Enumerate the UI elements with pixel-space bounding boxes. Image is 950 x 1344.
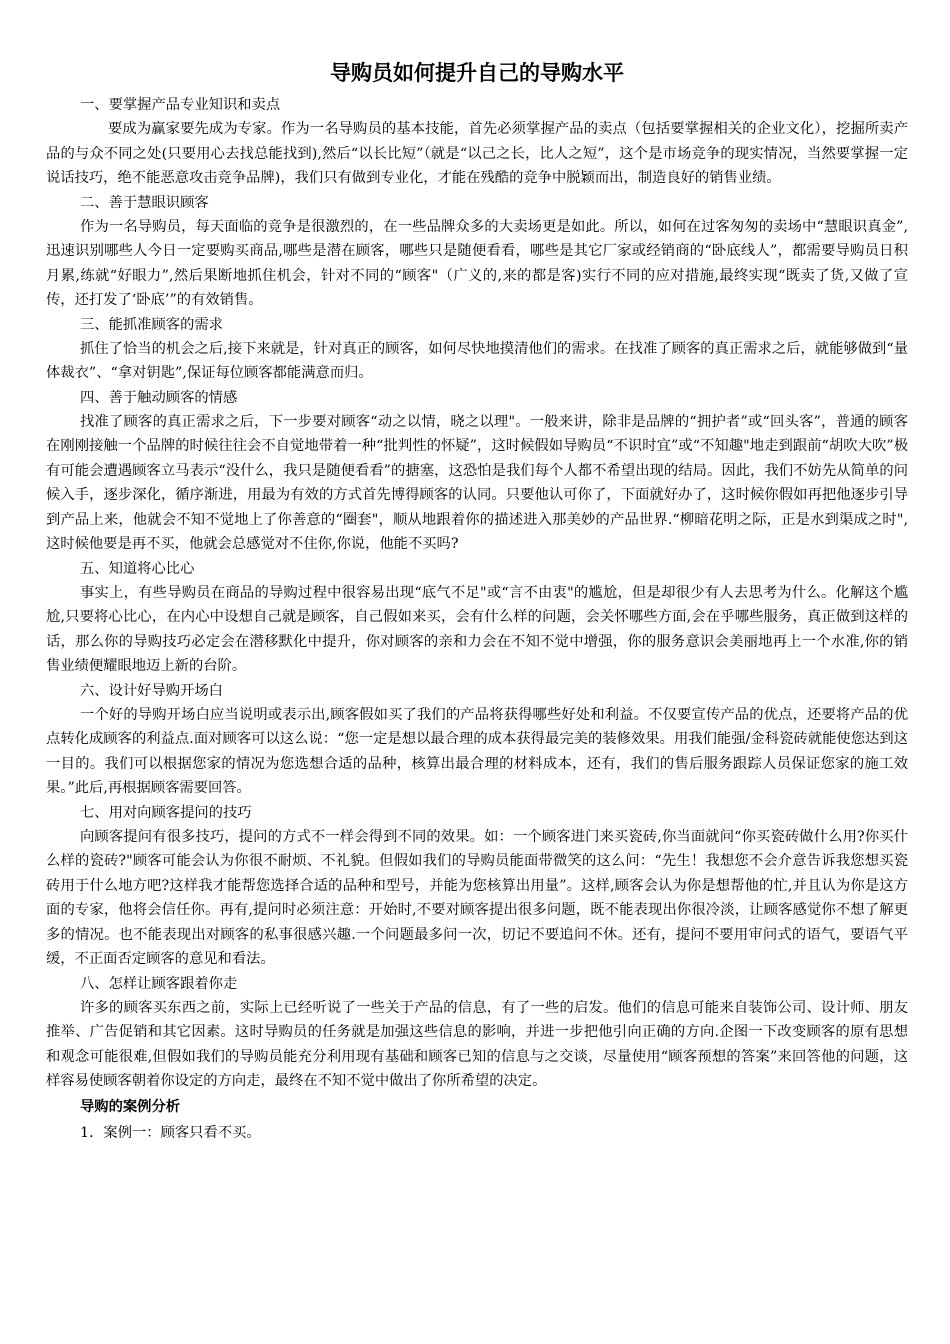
- section-heading: 八、怎样让顾客跟着你走: [80, 975, 238, 992]
- section-paragraph: 一个好的导购开场白应当说明或表示出,顾客假如买了我们的产品将获得哪些好处和利益。不仅要宣传产品的优点，还要将产品的优点转化成顾客的利益点.面对顾客可以这么说：“您一定是想以最合理的成本获得最完美的装修效果。用我们能强/金科瓷砖就能使您达到这一目的。我们可以根据您家的情况为您选想合适的品种，核算出最合理的材料成本，还有，我们的售后服务跟踪人员保证您家的施工效果。”此后,再根据顾客需要回答。: [46, 706, 908, 796]
- case-analysis-heading: 导购的案例分析: [80, 1098, 181, 1115]
- section-paragraph: 许多的顾客买东西之前，实际上已经听说了一些关于产品的信息，有了一些的启发。他们的信息可能来自装饰公司、设计师、朋友推举、广告促销和其它因素。这时导购员的任务就是加强这些信息的影响，并进一步把他引向正确的方向.企图一下改变顾客的原有思想和观念可能很难,但假如我们的导购员能充分利用现有基础和顾客已知的信息与之交谈，尽量使用“顾客预想的答案”来回答他的问题，这样容易使顾客朝着你设定的方向走，最终在不知不觉中做出了你所希望的决定。: [46, 999, 908, 1089]
- section-heading: 五、知道将心比心: [80, 560, 195, 577]
- section-paragraph: 找准了顾客的真正需求之后，下一步要对顾客“动之以情，晓之以理"。一般来讲，除非是品牌的“拥护者”或“回头客”，普通的顾客在刚刚接触一个品牌的时候往往会不自觉地带着一种“批判性的怀疑”，这时候假如导购员“不识时宜”或“不知趣"地走到跟前“胡吹大吹”极有可能会遭遇顾客立马表示“没什么，我只是随便看看”的搪塞，这恐怕是我们每个人都不希望出现的结局。因此，我们不妨先从简单的问候入手，逐步深化，循序渐进，用最为有效的方式首先博得顾客的认同。只要他认可你了，下面就好办了，这时候你假如再把他逐步引导到产品上来，他就会不知不觉地上了你善意的“圈套"，顺从地跟着你的描述进入那美妙的产品世界.“柳暗花明之际，正是水到渠成之时",这时候他要是再不买，他就会总感觉对不住你,你说，他能不买吗?: [46, 413, 908, 552]
- document-page: [46, 58, 908, 1146]
- section-7: [46, 801, 908, 972]
- section-paragraph: 作为一名导购员，每天面临的竞争是很激烈的，在一些品牌众多的大卖场更是如此。所以，如何在过客匆匆的卖场中“慧眼识真金”,迅速识别哪些人今日一定要购买商品,哪些是潜在顾客，哪些只是随便看看，哪些是其它厂家或经销商的“卧底线人”，都需要导购员日积月累,练就“好眼力”,然后果断地抓住机会，针对不同的“顾客"（广义的,来的都是客)实行不同的应对措施,最终实现“既卖了货,又做了宣传，还打发了‘卧底’”的有效销售。: [46, 218, 908, 308]
- section-paragraph: 事实上，有些导购员在商品的导购过程中很容易出现“底气不足"或“言不由衷"的尴尬，但是却很少有人去思考为什么。化解这个尴尬,只要将心比心，在内心中设想自己就是顾客，自己假如来买，会有什么样的问题，会关怀哪些方面,会在乎哪些服务，真正做到这样的话，那么你的导购技巧必定会在潜移默化中提升，你对顾客的亲和力会在不知不觉中增强，你的服务意识会美丽地再上一个水准,你的销售业绩便耀眼地迈上新的台阶。: [46, 584, 908, 674]
- section-2: [46, 191, 908, 313]
- section-3: [46, 313, 908, 386]
- section-heading: 四、善于触动顾客的情感: [80, 389, 238, 406]
- section-heading: 六、设计好导购开场白: [80, 682, 223, 699]
- section-4: [46, 386, 908, 557]
- section-heading: 三、能抓准顾客的需求: [80, 316, 223, 333]
- section-heading: 一、要掌握产品专业知识和卖点: [80, 97, 281, 113]
- case-item: 1．案例一：顾客只看不买。: [80, 1124, 261, 1141]
- section-1: [46, 93, 908, 191]
- section-5: [46, 557, 908, 679]
- section-8: [46, 972, 908, 1094]
- section-heading: 二、善于慧眼识顾客: [80, 194, 209, 211]
- section-6: [46, 679, 908, 801]
- document-title: 导购员如何提升自己的导购水平: [330, 61, 624, 85]
- section-heading: 七、用对向顾客提问的技巧: [80, 804, 252, 821]
- section-paragraph: 抓住了恰当的机会之后,接下来就是，针对真正的顾客，如何尽快地摸清他们的需求。在找准了顾客的真正需求之后，就能够做到“量体裁衣”、“拿对钥匙”,保证每位顾客都能满意而归。: [46, 340, 908, 381]
- section-paragraph: 向顾客提问有很多技巧，提问的方式不一样会得到不同的效果。如：一个顾客进门来买瓷砖,你当面就问“你买瓷砖做什么用?你买什么样的瓷砖?"顾客可能会认为你很不耐烦、不礼貌。但假如我们的导购员能面带微笑的这么问：“先生！我想您不会介意告诉我您想买瓷砖用于什么地方吧?这样我才能帮您选择合适的品种和型号，并能为您核算出用量”。这样,顾客会认为你是想帮他的忙,并且认为你是这方面的专家，他将会信任你。再有,提问时必须注意：开始时,不要对顾客提出很多问题，既不能表现出你很冷淡，让顾客感觉你不想了解更多的情况。也不能表现出对顾客的私事很感兴趣.一个问题最多问一次，切记不要追问不休。还有，提问不要用审问式的语气，要语气平缓，不正面否定顾客的意见和看法。: [46, 828, 908, 967]
- section-paragraph: 要成为赢家要先成为专家。作为一名导购员的基本技能，首先必须掌握产品的卖点（包括要掌握相关的企业文化），挖掘所卖产品的与众不同之处(只要用心去找总能找到),然后“以长比短”（就是“以己之长，比人之短”，这个是市场竞争的现实情况，当然要掌握一定说话技巧，绝不能恶意攻击竞争品牌)，我们只有做到专业化，才能在残酷的竞争中脱颖而出，制造良好的销售业绩。: [46, 121, 908, 186]
